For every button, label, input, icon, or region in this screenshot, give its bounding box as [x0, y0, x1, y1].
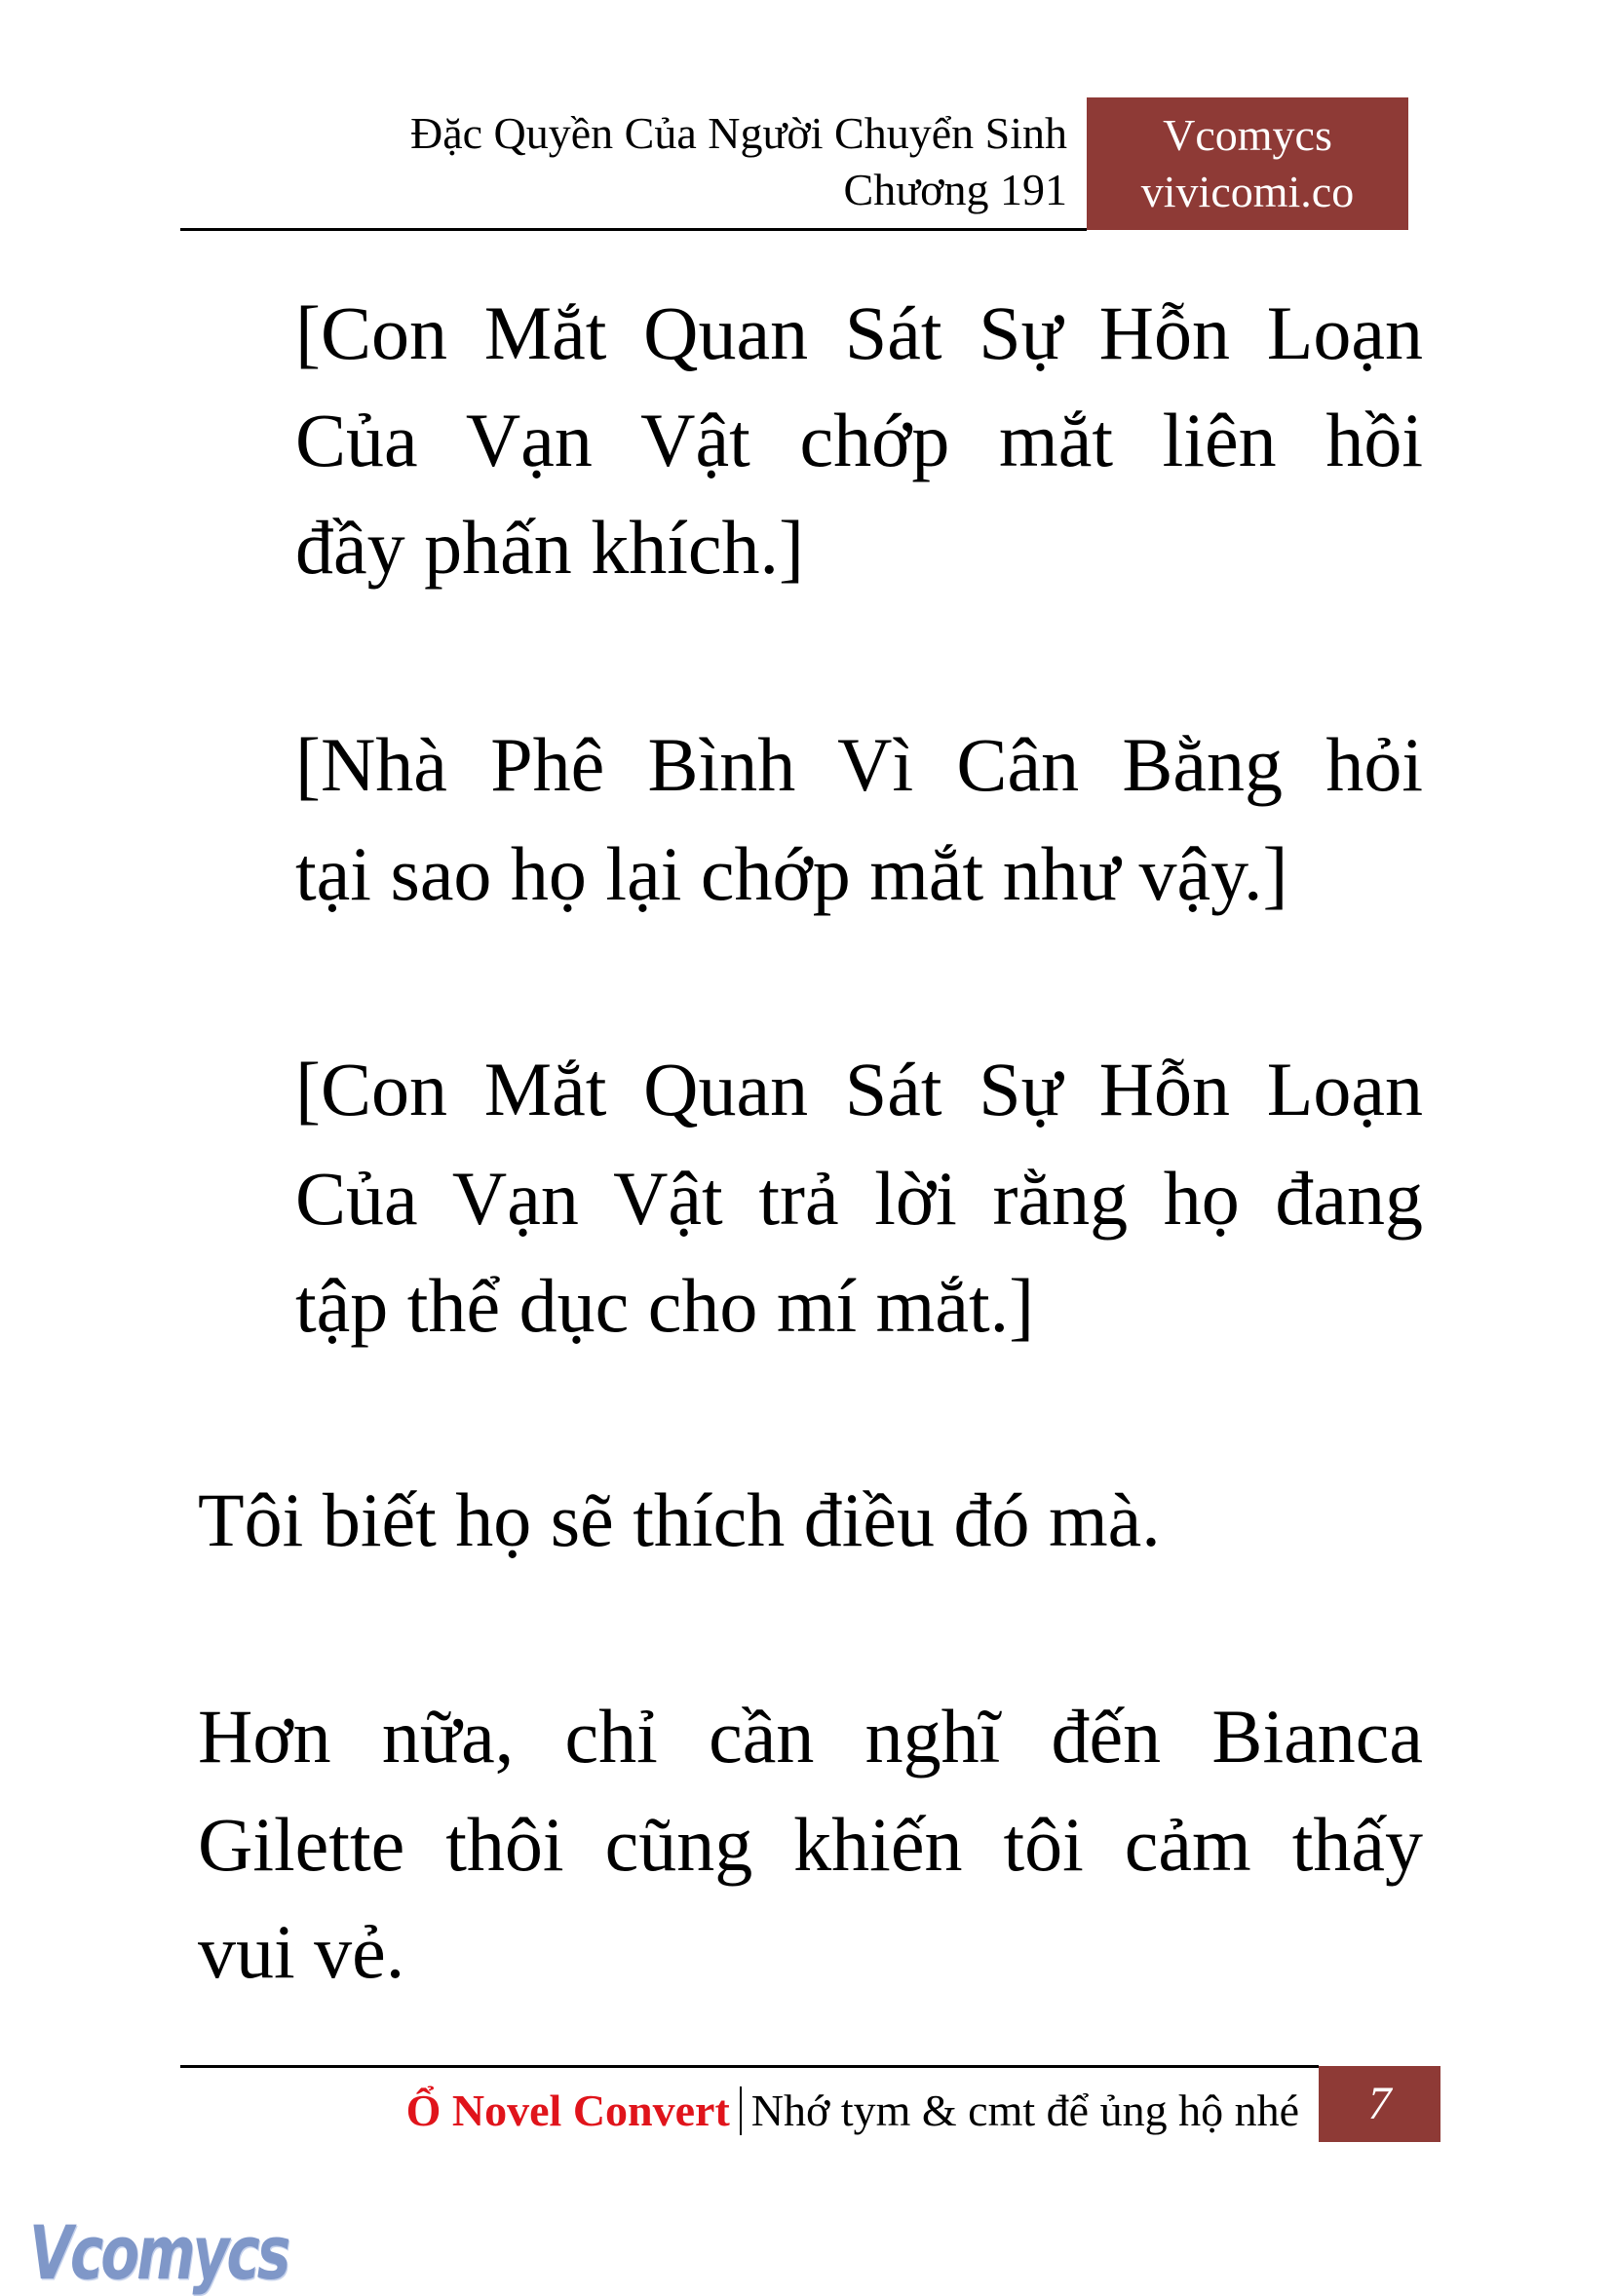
paragraph-line: vui vẻ. — [198, 1909, 405, 1994]
watermark-logo: Vcomycs — [29, 2210, 288, 2296]
paragraph-line: [Con Mắt Quan Sát Sự Hỗn Loạn — [295, 290, 1423, 375]
paragraph-line: Hơn nữa, chỉ cần nghĩ đến Bianca — [198, 1694, 1423, 1779]
footer-brand: Ổ Novel Convert — [405, 2086, 730, 2135]
paragraph-line: đầy phấn khích.] — [295, 505, 805, 590]
footer-separator — [740, 2086, 742, 2135]
paragraph-line: Gilette thôi cũng khiến tôi cảm thấy — [198, 1802, 1423, 1887]
paragraph-line: Của Vạn Vật chớp mắt liên hồi — [295, 398, 1423, 482]
paragraph-line: [Con Mắt Quan Sát Sự Hỗn Loạn — [295, 1047, 1423, 1131]
paragraph-line: [Nhà Phê Bình Vì Cân Bằng hỏi — [295, 722, 1423, 807]
header-divider — [180, 228, 1087, 231]
footer-text — [406, 2084, 1299, 2138]
site-badge — [1087, 97, 1408, 230]
footer-divider — [180, 2065, 1319, 2068]
paragraph-line: Của Vạn Vật trả lời rằng họ đang — [295, 1156, 1423, 1241]
book-title: Đặc Quyền Của Người Chuyển Sinh — [409, 108, 1067, 158]
header-title-block — [410, 105, 1067, 218]
paragraph-line: tập thể dục cho mí mắt.] — [295, 1263, 1035, 1348]
chapter-label: Chương 191 — [843, 165, 1067, 214]
page-number: 7 — [1319, 2066, 1440, 2142]
footer-message: Nhớ tym & cmt để ủng hộ nhé — [750, 2086, 1299, 2135]
paragraph-line: Tôi biết họ sẽ thích điều đó mà. — [198, 1477, 1161, 1562]
paragraph-line: tại sao họ lại chớp mắt như vậy.] — [295, 831, 1288, 916]
site-name: Vcomycs — [1163, 110, 1332, 160]
site-url: vivicomi.co — [1140, 167, 1355, 216]
